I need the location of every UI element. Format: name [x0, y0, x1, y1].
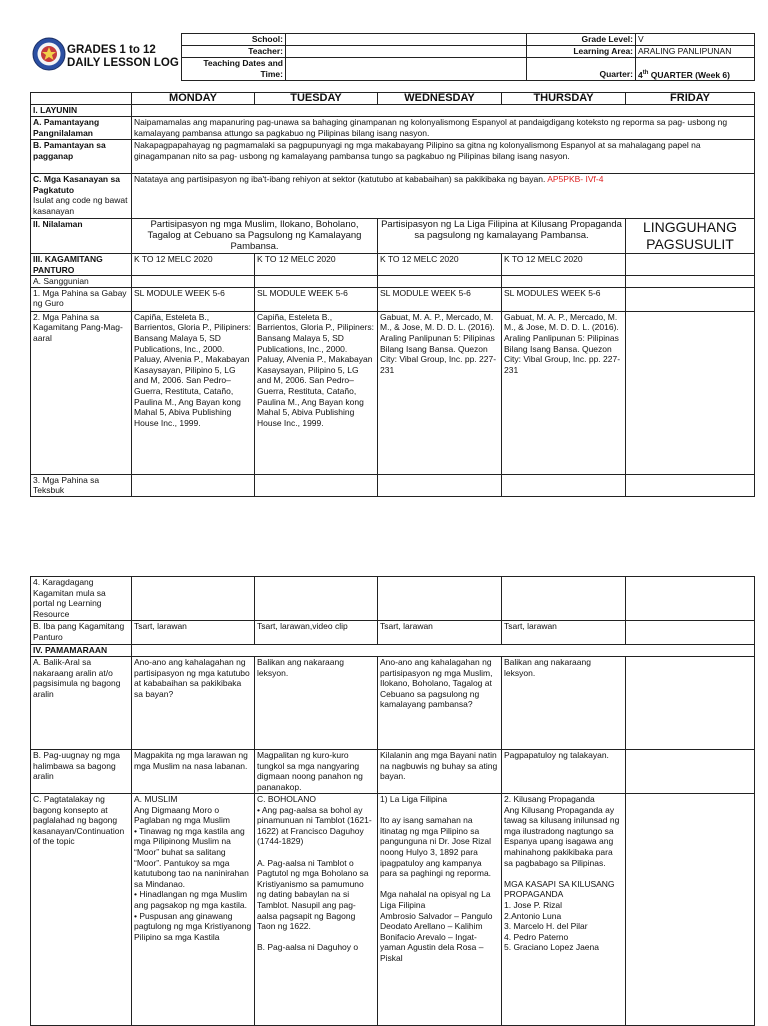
melc-monday: K TO 12 MELC 2020: [132, 254, 255, 276]
melc-code: AP5PKB- IVf-4: [547, 174, 604, 184]
balik-aral-thursday: Balikan ang nakaraang leksyon.: [502, 657, 626, 750]
mga-kasanayan-sublabel: Isulat ang code ng bawat kasanayan: [33, 195, 128, 216]
iba-pang-kagamitan-label: B. Iba pang Kagamitang Panturo: [31, 621, 132, 645]
pamantayan-sa-pagganap-label: B. Pamantayan sa pagganap: [31, 140, 132, 174]
deped-seal-logo: [32, 37, 66, 71]
module-tuesday: SL MODULE WEEK 5-6: [255, 287, 378, 311]
mga-kasanayan-text: Natataya ang partisipasyon ng iba't-ibang rehiyon at sektor (katutubo at kababaihan) sa pakikibaka ng bayan.: [134, 174, 546, 184]
dll-title: GRADES 1 to 12 DAILY LESSON LOG: [67, 44, 179, 69]
kagamitang-mag-aaral-label: 2. Mga Pahina sa Kagamitang Pang-Mag-aaral: [31, 311, 132, 474]
teacher-label: Teacher:: [182, 46, 286, 58]
teaching-dates-label: Teaching Dates and Time:: [182, 58, 286, 81]
school-label: School:: [182, 34, 286, 46]
nilalaman-wed-thu: Partisipasyon ng La Liga Filipina at Kilusang Propaganda sa pagsulong ng kamalayang Pambansa.: [378, 219, 626, 254]
melc-thursday: K TO 12 MELC 2020: [502, 254, 626, 276]
reference-wednesday: Gabuat, M. A. P., Mercado, M. M., & Jose, M. D. D. L. (2016). Araling Panlipunan 5: Pilipinas Bilang Isang Bansa. Quezon City: Vibal Group, Inc. pp. 227-231: [378, 311, 502, 474]
nilalaman-label: II. Nilalaman: [31, 219, 132, 254]
sanggunian-label: A. Sanggunian: [31, 276, 132, 288]
pag-uugnay-wednesday: Kilalanin ang mga Bayani natin na nagbuwis ng buhay sa ating bayan.: [378, 750, 502, 794]
day-tuesday: TUESDAY: [255, 93, 378, 105]
balik-aral-wednesday: Ano-ano ang kahalagahan ng partisipasyon ng mga Muslim, Ilokano, Boholano, Tagalog at Cebuano sa pagsulong ng kamalayang pambansa?: [378, 657, 502, 750]
day-friday: FRIDAY: [626, 93, 755, 105]
kagamitang-panturo-label: III. KAGAMITANG PANTURO: [31, 254, 132, 276]
karagdagang-kagamitan-label: 4. Karagdagang Kagamitan mula sa portal ng Learning Resource: [31, 577, 132, 621]
materials-thursday: Tsart, larawan: [502, 621, 626, 645]
nilalaman-mon-tue: Partisipasyon ng mga Muslim, Ilokano, Boholano, Tagalog at Cebuano sa Pagsulong ng Kamalayang Pambansa.: [132, 219, 378, 254]
header-fields-table: [181, 33, 755, 81]
day-thursday: THURSDAY: [502, 93, 626, 105]
learning-area-label: Learning Area:: [527, 46, 636, 58]
quarter-value[interactable]: 4th QUARTER (Week 6): [636, 58, 755, 81]
quarter-label: Quarter:: [527, 58, 636, 81]
pamantayan-sa-pagganap-text: Nakapagpapahayag ng pagmamalaki sa pagpupunyagi ng mga makabayang Pilipino sa gitna ng kolonyalismong Espanyol at sa mahalagang papel na ginagampanan nito sa pag- usbong ng kamalayang pambansa tungo sa pagkabuo ng Pilipinas bilang isang nasyon.: [132, 140, 755, 174]
pag-uugnay-thursday: Pagpapatuloy ng talakayan.: [502, 750, 626, 794]
pagtatalakay-thursday: 2. Kilusang Propaganda Ang Kilusang Propaganda ay tawag sa kilusang inilunsad ng mga ilustradong nagtungo sa Espanya upang isagawa ang mahinahong pakikibaka para sa pagbabago sa Pilipinas. MGA KASAPI SA KILUSANG PROPAGANDA 1. Jose P. Rizal 2.Antonio Luna 3. Marcelo H. del Pilar 4. Pedro Paterno 5. Graciano Lopez Jaena: [502, 794, 626, 1026]
mga-kasanayan-label: C. Mga Kasanayan sa Pagkatuto: [33, 174, 120, 195]
materials-wednesday: Tsart, larawan: [378, 621, 502, 645]
pagtatalakay-wednesday: 1) La Liga Filipina Ito ay isang samahan na itinatag ng mga Pilipino sa pangunguna ni Dr. Jose Rizal noong Hulyo 3, 1892 para ipagpatuloy ang kampanya para sa paghingi ng reporma. Mga nahalal na opisyal ng La Liga Filipina Ambrosio Salvador – Pangulo Deodato Arellano – Kalihim Bonifacio Arevalo – Ingat-yaman Agustin dela Rosa – Piskal: [378, 794, 502, 1026]
day-wednesday: WEDNESDAY: [378, 93, 502, 105]
reference-monday: Capiña, Esteleta B., Barrientos, Gloria P., Pilipiners: Bansang Malaya 5, SD Publications, Inc., 2000. Paluay, Alvenia P., Makabayan Kasaysayan, Pilipino 5, LG and M, 2006. San Pedro–Guerra, Restituta, Cataño, Paulina M., Ang Bayan kong Mahal 5, Abiva Publishing House Inc., 1999.: [132, 311, 255, 474]
pamamaraan-label: IV. PAMAMARAAN: [31, 645, 132, 657]
lesson-log-table-page1: [30, 92, 755, 497]
nilalaman-friday: LINGGUHANG PAGSUSULIT: [626, 219, 755, 254]
pagtatalakay-label: C. Pagtatalakay ng bagong konsepto at paglalahad ng bagong kasanayan/Continuation of the topic: [31, 794, 132, 1026]
grade-level-label: Grade Level:: [527, 34, 636, 46]
teksbuk-label: 3. Mga Pahina sa Teksbuk: [31, 474, 132, 496]
school-value[interactable]: [286, 34, 527, 46]
reference-thursday: Gabuat, M. A. P., Mercado, M. M., & Jose, M. D. D. L. (2016). Araling Panlipunan 5: Pilipinas Bilang Isang Bansa. Quezon City: Vibal Group, Inc. pp. 227-231: [502, 311, 626, 474]
teaching-dates-value[interactable]: [286, 58, 527, 81]
teacher-value[interactable]: [286, 46, 527, 58]
pamantayang-pangnilalaman-label: A. Pamantayang Pangnilalaman: [31, 117, 132, 140]
reference-tuesday: Capiña, Esteleta B., Barrientos, Gloria P., Pilipiners: Bansang Malaya 5, SD Publications, Inc., 2000. Paluay, Alvenia P., Makabayan Kasaysayan, Pilipino 5, LG and M, 2006. San Pedro–Guerra, Restituta, Cataño, Paulina M., Ang Bayan kong Mahal 5, Abiva Publishing House Inc., 1999.: [255, 311, 378, 474]
balik-aral-monday: Ano-ano ang kahalagahan ng partisipasyon ng mga katutubo at kababaihan sa pakikibaka sa bayan?: [132, 657, 255, 750]
pagtatalakay-tuesday: C. BOHOLANO • Ang pag-aalsa sa bohol ay pinamunuan ni Tamblot (1621-1622) at Francisco Daguhoy (1744-1829) A. Pag-aalsa ni Tamblot o Pagtutol ng mga Boholano sa Kristiyanismo sa pamumuno ng dating babaylan na si Tamblot. Nasupil ang pag-aalsa pagsapit ng Bagong Taon ng 1622. B. Pag-aalsa ni Daguhoy o: [255, 794, 378, 1026]
melc-wednesday: K TO 12 MELC 2020: [378, 254, 502, 276]
module-thursday: SL MODULES WEEK 5-6: [502, 287, 626, 311]
pag-uugnay-tuesday: Magpalitan ng kuro-kuro tungkol sa mga nangyaring digmaan noong panahon ng pananakop.: [255, 750, 378, 794]
learning-area-value[interactable]: ARALING PANLIPUNAN: [636, 46, 755, 58]
lesson-log-table-page2: [30, 576, 755, 1026]
pag-uugnay-monday: Magpakita ng mga larawan ng mga Muslim na nasa labanan.: [132, 750, 255, 794]
balik-aral-label: A. Balik-Aral sa nakaraang aralin at/o pagsisimula ng bagong aralin: [31, 657, 132, 750]
materials-monday: Tsart, larawan: [132, 621, 255, 645]
section-layunin: I. LAYUNIN: [31, 105, 132, 117]
day-header-row: [31, 93, 755, 105]
mga-kasanayan-text-cell: [132, 174, 755, 219]
grade-level-value[interactable]: V: [636, 34, 755, 46]
melc-tuesday: K TO 12 MELC 2020: [255, 254, 378, 276]
gabay-ng-guro-label: 1. Mga Pahina sa Gabay ng Guro: [31, 287, 132, 311]
mga-kasanayan-label-cell: [31, 174, 132, 219]
module-wednesday: SL MODULE WEEK 5-6: [378, 287, 502, 311]
day-monday: MONDAY: [132, 93, 255, 105]
pag-uugnay-label: B. Pag-uugnay ng mga halimbawa sa bagong aralin: [31, 750, 132, 794]
balik-aral-tuesday: Balikan ang nakaraang leksyon.: [255, 657, 378, 750]
pagtatalakay-monday: A. MUSLIM Ang Digmaang Moro o Paglaban ng mga Muslim • Tinawag ng mga kastila ang mga Pilipinong Muslim na “Moor” buhat sa salitang “Moor”. Pantukoy sa mga katutubong tao na naninirahan sa Mindanao. • Hinadlangan ng mga Muslim ang pagsakop ng mga kastila. • Puspusan ang ginawang pagtulong ng mga Kristiyanong Pilipino sa mga Kastila: [132, 794, 255, 1026]
pamantayang-pangnilalaman-text: Naipamamalas ang mapanuring pag-unawa sa bahaging ginampanan ng kolonyalismong Espanyol at pandaigdigang koteksto ng reporma sa pag- usbong ng kamalayang pambansa attungo sa pagkabuo ng Pilipinas bilang isang nasyon.: [132, 117, 755, 140]
materials-tuesday: Tsart, larawan,video clip: [255, 621, 378, 645]
module-monday: SL MODULE WEEK 5-6: [132, 287, 255, 311]
